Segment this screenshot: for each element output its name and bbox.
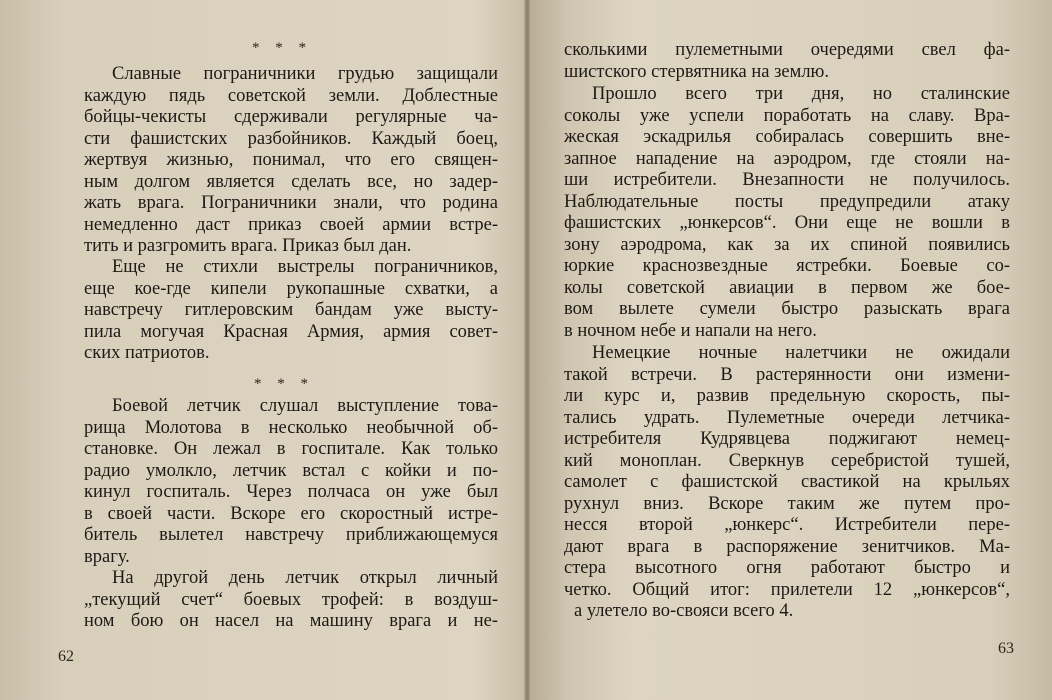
text-line: Прошло всего три дня, но сталинские — [592, 84, 1010, 104]
text-line: фашистских „юнкерсов“. Они еще не вошли в — [564, 213, 1010, 233]
text-line: Боевой летчик слушал выступление това- — [112, 396, 498, 416]
text-line: истребителя Кудрявцева поджигают немец- — [564, 429, 1010, 449]
text-line: несся второй „юнкерс“. Истребители пере- — [564, 515, 1010, 535]
text-line: такой встречи. В растерянности они измени- — [564, 364, 1010, 385]
text-line: жертвуя жизнью, понимал, что его священ- — [84, 150, 498, 170]
text-line: кий моноплан. Сверкнув серебристой тушей, — [564, 450, 1010, 471]
text-line: вом вылете сумели быстро разыскать врага — [564, 299, 1010, 319]
right-para-1 — [564, 40, 1010, 83]
text-line: колы советской авиации в первом же бое- — [564, 277, 1010, 298]
text-line: жать врага. Пограничники знали, что родина — [84, 193, 498, 213]
text-line: рухнул вниз. Вскоре таким же путем про- — [564, 493, 1010, 514]
left-para-3 — [84, 396, 498, 568]
text-line: тить и разгромить врага. Приказ был дан. — [84, 236, 412, 256]
text-line: радио умолкло, летчик встал с койки и по- — [84, 460, 498, 481]
text-line: пила могучая Красная Армия, армия совет- — [84, 321, 498, 342]
left-para-4 — [84, 568, 498, 633]
text-line: еще кое-где кипели рукопашные схватки, а — [84, 278, 498, 299]
text-line: соколы уже успели поработать на славу. Вра- — [564, 105, 1010, 126]
page-number-right: 63 — [998, 640, 1014, 657]
text-line: в ночном небе и напали на него. — [564, 320, 817, 341]
text-line: битель вылетел навстречу приближающемуся — [84, 525, 498, 545]
text-line: Славные пограничники грудью защищали — [112, 64, 498, 84]
text-line: становке. Он лежал в госпитале. Как только — [84, 439, 498, 459]
section-divider-1: * * * — [252, 40, 312, 56]
text-line: ских патриотов. — [84, 343, 210, 363]
text-line: Еще не стихли выстрелы пограничников, — [112, 257, 498, 277]
text-line: дают врага в распоряжение зенитчиков. Ма- — [564, 536, 1010, 557]
text-line: ли курс и, развив предельную скорость, пы- — [564, 386, 1010, 406]
text-line: четко. Общий итог: прилетели 12 „юнкерсов“, — [564, 579, 1010, 600]
text-line: сколькими пулеметными очередями свел фа- — [564, 40, 1010, 60]
text-line: ным долгом является сделать все, но задер- — [84, 171, 498, 192]
text-line: сти фашистских разбойников. Каждый боец, — [84, 128, 498, 149]
text-line: немедленно даст приказ своей армии встре- — [84, 214, 498, 235]
text-line: а улетело во-свояси всего 4. — [574, 601, 794, 621]
left-para-2 — [84, 257, 498, 365]
text-line: жеская эскадрилья собиралась совершить вне- — [564, 127, 1010, 147]
text-line: Наблюдательные посты предупредили атаку — [564, 191, 1010, 212]
text-line: каждую пядь советской земли. Доблестные — [84, 85, 498, 106]
right-page — [530, 0, 1052, 700]
text-line: стера высотного огня работают быстро и — [564, 558, 1010, 578]
section-divider-2: * * * — [254, 376, 314, 392]
text-line: в своей части. Вскоре его скоростный истре- — [84, 503, 498, 524]
left-page — [0, 0, 524, 700]
text-line: ном бою он насел на машину врага и не- — [84, 611, 498, 631]
text-line: рища Молотова в несколько необычной об- — [84, 417, 498, 438]
text-line: тались удрать. Пулеметные очереди летчика- — [564, 407, 1010, 428]
text-line: юркие краснозвездные ястребки. Боевые со- — [564, 256, 1010, 276]
text-line: шистского стервятника на землю. — [564, 61, 830, 82]
right-para-3 — [564, 343, 1010, 623]
text-line: врагу. — [84, 546, 130, 567]
text-line: зону аэродрома, как за их спиной появились — [564, 234, 1010, 255]
text-line: На другой день летчик открыл личный — [112, 568, 498, 588]
left-para-1 — [84, 64, 498, 258]
text-line: ши истребители. Внезапности не получилось. — [564, 170, 1010, 190]
text-line: кинул госпиталь. Через полчаса он уже был — [84, 482, 498, 502]
text-line: бойцы-чекисты сдерживали регулярные ча- — [84, 107, 498, 127]
text-line: „текущий счет“ боевых трофей: в воздуш- — [84, 589, 498, 610]
page-number-left: 62 — [58, 648, 74, 665]
right-para-2 — [564, 84, 1010, 342]
text-line: запное нападение на аэродром, где стояли на- — [564, 148, 1010, 169]
text-line: навстречу гитлеровским бандам уже высту- — [84, 300, 498, 320]
text-line: Немецкие ночные налетчики не ожидали — [592, 343, 1010, 363]
text-line: самолет с фашистской свастикой на крыльях — [564, 472, 1010, 492]
